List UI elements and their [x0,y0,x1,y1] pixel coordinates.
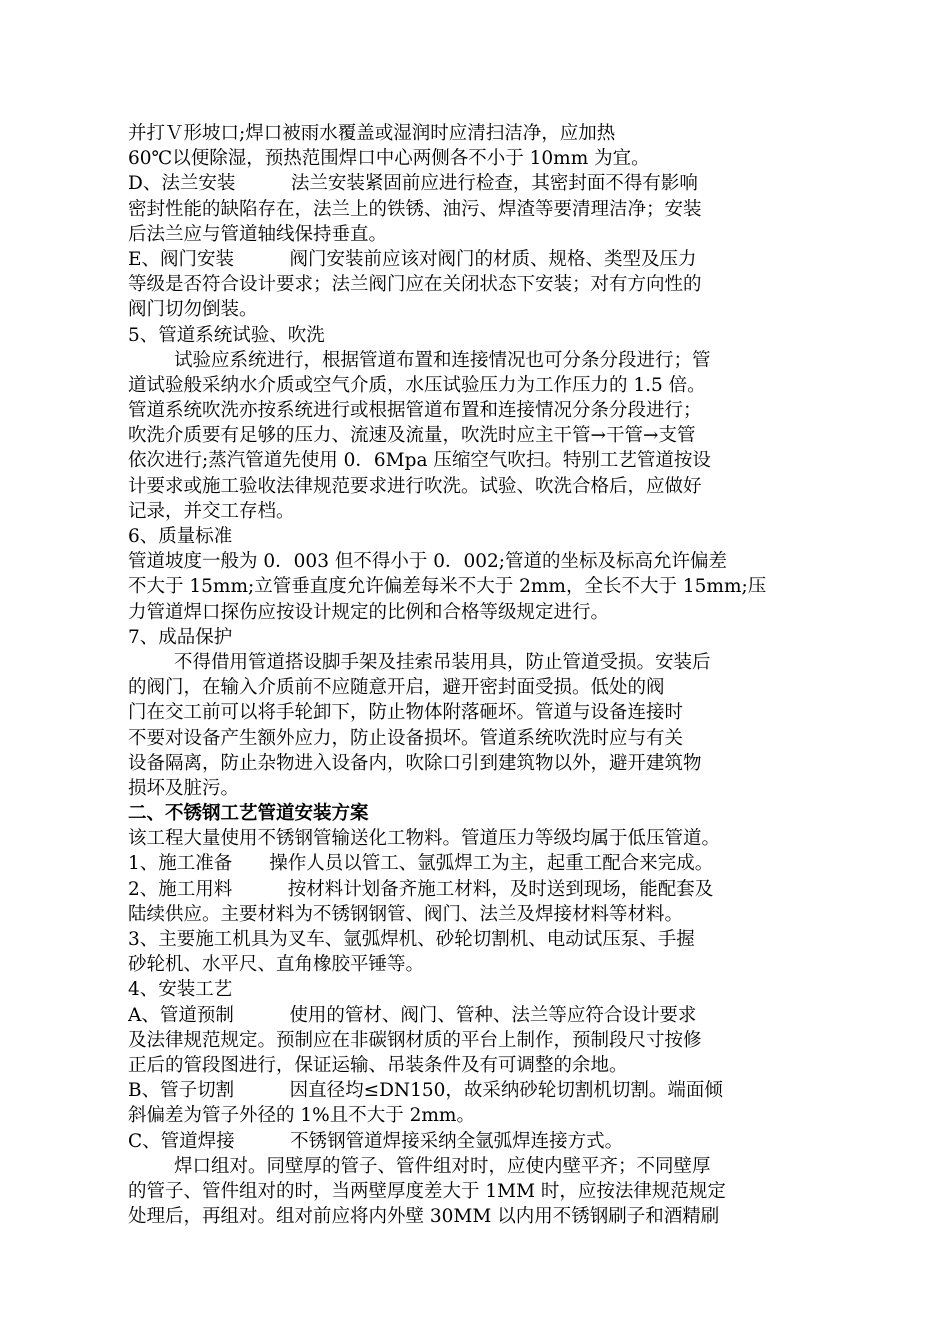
text-line: 4、安装工艺 [128,979,233,1001]
text-line: 陆续供应。主要材料为不锈钢钢管、阀门、法兰及焊接材料等材料。 [128,903,684,925]
text-line: 管道坡度一般为 0．003 但不得小于 0．002;管道的坐标及标高允许偏差 [128,551,728,573]
section-heading: 二、不锈钢工艺管道安装方案 [128,803,369,825]
text-line: 依次进行;蒸汽管道先使用 0．6Mpa 压缩空气吹扫。特别工艺管道按设 [128,450,711,472]
text-line: 2、施工用料 按材料计划备齐施工材料，及时送到现场，能配套及 [128,878,714,900]
text-line: 不大于 15mm;立管垂直度允许偏差每米不大于 2mm，全长不大于 15mm;压 [128,576,767,598]
text-line: 1、施工准备 操作人员以管工、氩弧焊工为主，起重工配合来完成。 [128,853,714,875]
text-line: 不得借用管道搭设脚手架及挂索吊装用具，防止管道受损。安装后 [174,651,711,673]
text-line: D、法兰安装 法兰安装紧固前应进行检查，其密封面不得有影响 [128,173,698,195]
text-line: 门在交工前可以将手轮卸下，防止物体附落砸坏。管道与设备连接时 [128,702,684,724]
text-line: 阀门切勿倒装。 [128,299,258,321]
text-line: 吹洗介质要有足够的压力、流速及流量，吹洗时应主干管→干管→支管 [128,425,696,447]
text-line: 的阀门，在输入介质前不应随意开启，避开密封面受损。低处的阀 [128,677,665,699]
text-line: 处理后，再组对。组对前应将内外壁 30MM 以内用不锈钢刷子和酒精刷 [128,1206,720,1228]
text-line: B、管子切割 因直径均≤DN150，故采纳砂轮切割机切割。端面倾 [128,1080,723,1102]
text-line: 60℃以便除湿，预热范围焊口中心两侧各不小于 10mm 为宜。 [128,148,650,170]
text-line: 损坏及脏污。 [128,777,240,799]
text-line: 焊口组对。同壁厚的管子、管件组对时，应使内壁平齐；不同壁厚 [174,1155,711,1177]
text-line: 设备隔离，防止杂物进入设备内，吹除口引到建筑物以外，避开建筑物 [128,752,702,774]
text-line: E、阀门安装 阀门安装前应该对阀门的材质、规格、类型及压力 [128,248,697,270]
text-line: 砂轮机、水平尺、直角橡胶平锤等。 [128,954,425,976]
text-line: A、管道预制 使用的管材、阀门、管种、法兰等应符合设计要求 [128,1004,697,1026]
text-line: 等级是否符合设计要求；法兰阀门应在关闭状态下安装；对有方向性的 [128,274,702,296]
text-line: 正后的管段图进行，保证运输、吊装条件及有可调整的余地。 [128,1054,628,1076]
text-line: 该工程大量使用不锈钢管输送化工物料。管道压力等级均属于低压管道。 [128,828,721,850]
text-line: 3、主要施工机具为叉车、氩弧焊机、砂轮切割机、电动试压泵、手握 [128,929,695,950]
text-line: 5、管道系统试验、吹洗 [128,324,325,346]
text-line: 记录，并交工存档。 [128,500,295,522]
text-line: 7、成品保护 [128,626,233,648]
text-line: 道试验般采纳水介质或空气介质，水压试验压力为工作压力的 1.5 倍。 [128,374,706,396]
text-line: 并打Ｖ形坡口;焊口被雨水覆盖或湿润时应清扫洁净，应加热 [128,123,616,144]
text-line: 后法兰应与管道轴线保持垂直。 [128,223,388,245]
text-line: 斜偏差为管子外径的 1%且不大于 2mm。 [128,1105,475,1127]
text-line: 6、质量标准 [128,526,233,547]
text-line: 计要求或施工验收法律规范要求进行吹洗。试验、吹洗合格后，应做好 [128,475,702,497]
text-line: 密封性能的缺陷存在，法兰上的铁锈、油污、焊渣等要清理洁净；安装 [128,198,702,220]
text-line: 管道系统吹洗亦按系统进行或根据管道布置和连接情况分条分段进行； [128,400,702,422]
text-line: 不要对设备产生额外应力，防止设备损坏。管道系统吹洗时应与有关 [128,727,684,749]
text-line: 及法律规范规定。预制应在非碳钢材质的平台上制作，预制段尺寸按修 [128,1029,702,1051]
text-line: C、管道焊接 不锈钢管道焊接采纳全氩弧焊连接方式。 [128,1130,624,1152]
text-line: 试验应系统进行，根据管道布置和连接情况也可分条分段进行；管 [174,349,711,371]
text-line: 的管子、管件组对的时，当两壁厚度差大于 1MM 时，应按法律规范规定 [128,1180,726,1202]
text-line: 力管道焊口探伤应按设计规定的比例和合格等级规定进行。 [128,601,610,623]
